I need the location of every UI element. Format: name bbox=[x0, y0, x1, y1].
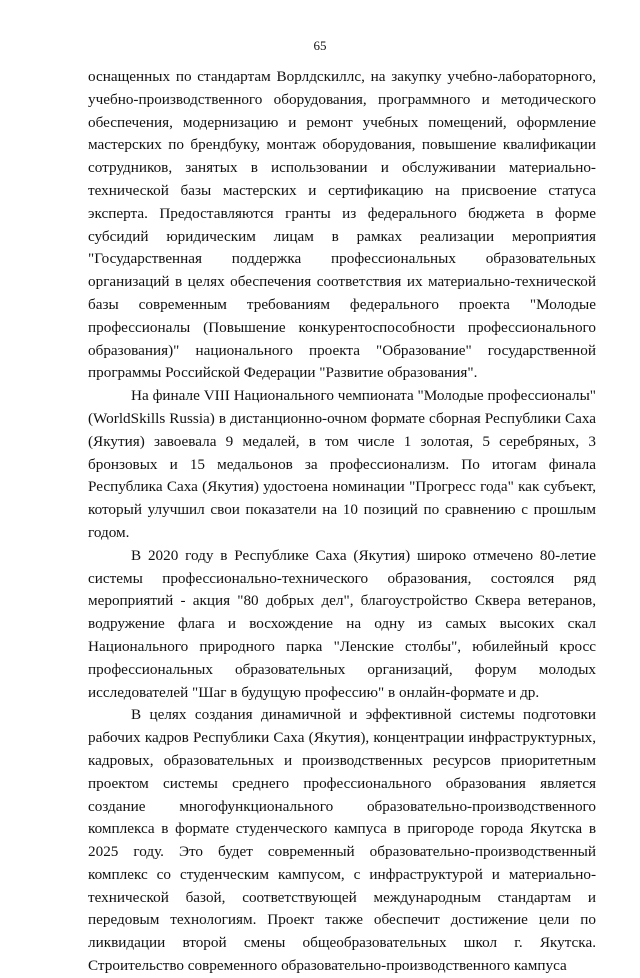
paragraph-worldskills-final: На финале VIII Национального чемпионата "Молодые профессионалы" (WorldSkills Russia) в дистанционно-очном формате сборная Республики Саха (Якутия) завоевала 9 медалей, в том числе 1 золотая, 5 серебряных, 3 бронзовых и 15 медальонов за профессионализм. По итогам финала Республика Саха (Якутия) удостоена номинации "Прогресс года" как субъект, который улучшил свои показатели на 10 позиций по сравнению с прошлым годом. bbox=[88, 387, 596, 541]
page-number: 65 bbox=[313, 38, 327, 53]
paragraph-80th-anniversary: В 2020 году в Республике Саха (Якутия) широко отмечено 80-летие системы профессионально-технического образования, состоялся ряд мероприятий - акция "80 добрых дел", благоустройство Сквера ветеранов, водружение флага и восхождение на одну из самых высоких скал Национального природного парка "Ленские столбы", юбилейный кросс профессиональных образовательных организаций, форум молодых исследователей "Шаг в будущую профессию" в онлайн-формате и др. bbox=[88, 546, 596, 701]
paragraph-continuation: оснащенных по стандартам Ворлдскиллс, на закупку учебно-лабораторного, учебно-производственного оборудования, программного и методического обеспечения, модернизацию и ремонт учебных помещений, оформление мастерских по брендбуку, монтаж оборудования, повышение квалификации сотрудников, занятых в использовании и обслуживании материально-технической базы мастерских и сертификацию на присвоение статуса эксперта. Предоставляются гранты из федерального бюджета в форме субсидий юридическим лицам в рамках реализации мероприятия "Государственная поддержка профессиональных образовательных организаций в целях обеспечения соответствия их материально-технической базы современным требованиям федерального проекта "Молодые профессионалы (Повышение конкурентоспособности профессионального образования)" национального проекта "Образование" государственной программы Российской Федерации "Развитие образования". bbox=[88, 68, 596, 382]
document-body bbox=[88, 66, 596, 978]
paragraph-student-campus: В целях создания динамичной и эффективной системы подготовки рабочих кадров Республики Саха (Якутия), концентрации инфраструктурных, кадровых, образовательных и производственных ресурсов приоритетным проектом системы среднего профессионального образования является создание многофункционального образовательно-производственного комплекса в формате студенческого кампуса в пригороде города Якутска в 2025 году. Это будет современный образовательно-производственный комплекс со студенческим кампусом, с инфраструктурой и материально-технической базой, соответствующей международным стандартам и передовым технологиям. Проект также обеспечит достижение цели по ликвидации второй смены общеобразовательных школ г. Якутска. Строительство современного образовательно-производственного кампуса bbox=[88, 706, 596, 975]
